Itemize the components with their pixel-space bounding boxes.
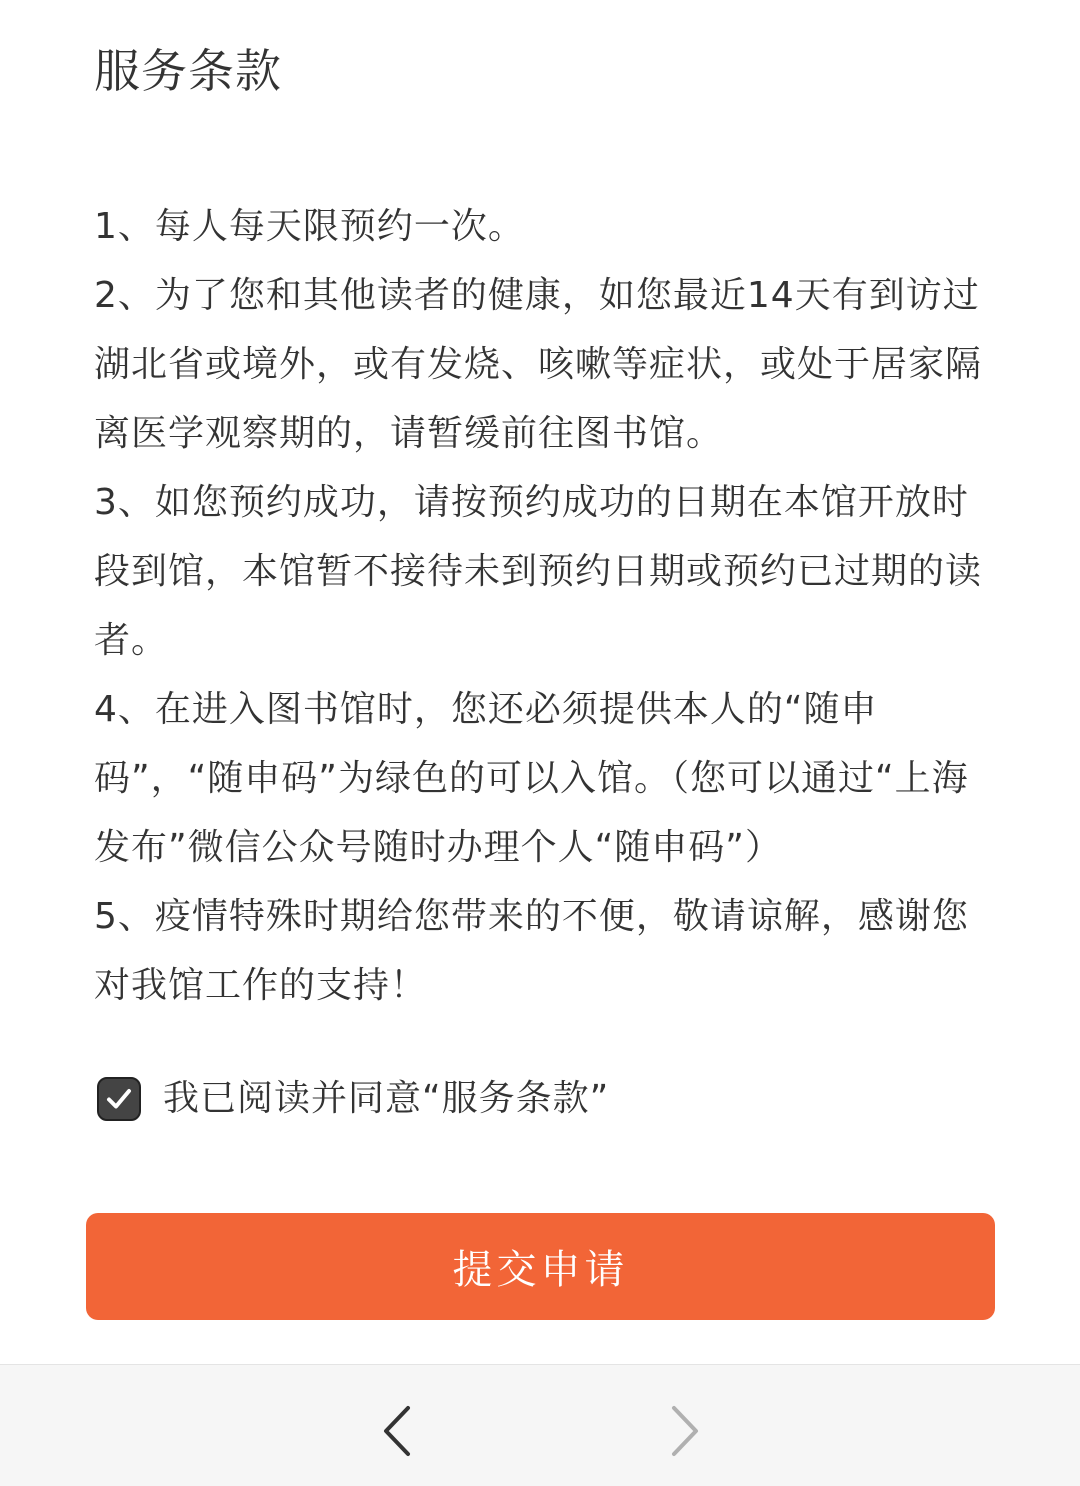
page-title: 服务条款 bbox=[94, 44, 282, 98]
terms-item-5: 5、疫情特殊时期给您带来的不便，敬请谅解，感谢您对我馆工作的支持！ bbox=[94, 896, 969, 1006]
agree-checkbox[interactable] bbox=[97, 1077, 141, 1121]
chevron-right-icon bbox=[668, 1404, 704, 1458]
terms-item-1: 1、每人每天限预约一次。 bbox=[94, 206, 525, 247]
submit-application-button[interactable]: 提交申请 bbox=[86, 1213, 995, 1320]
agree-label: 我已阅读并同意“服务条款” bbox=[163, 1078, 610, 1119]
browser-nav-bar bbox=[0, 1364, 1080, 1486]
terms-item-2: 2、为了您和其他读者的健康，如您最近14天有到访过湖北省或境外，或有发烧、咳嗽等症状，或处于居家隔离医学观察期的，请暂缓前往图书馆。 bbox=[94, 275, 983, 454]
chevron-left-icon bbox=[378, 1404, 414, 1458]
terms-item-4: 4、在进入图书馆时，您还必须提供本人的“随申码”，“随申码”为绿色的可以入馆。（您可以通过“上海发布”微信公众号随时办理个人“随申码”） bbox=[94, 689, 969, 868]
checkmark-icon bbox=[104, 1084, 134, 1114]
terms-item-3: 3、如您预约成功，请按预约成功的日期在本馆开放时段到馆，本馆暂不接待未到预约日期或预约已过期的读者。 bbox=[94, 482, 983, 661]
nav-back-button[interactable] bbox=[372, 1403, 420, 1459]
agree-terms-row[interactable] bbox=[97, 1074, 609, 1124]
nav-forward-button[interactable] bbox=[662, 1403, 710, 1459]
terms-list bbox=[94, 192, 994, 1020]
